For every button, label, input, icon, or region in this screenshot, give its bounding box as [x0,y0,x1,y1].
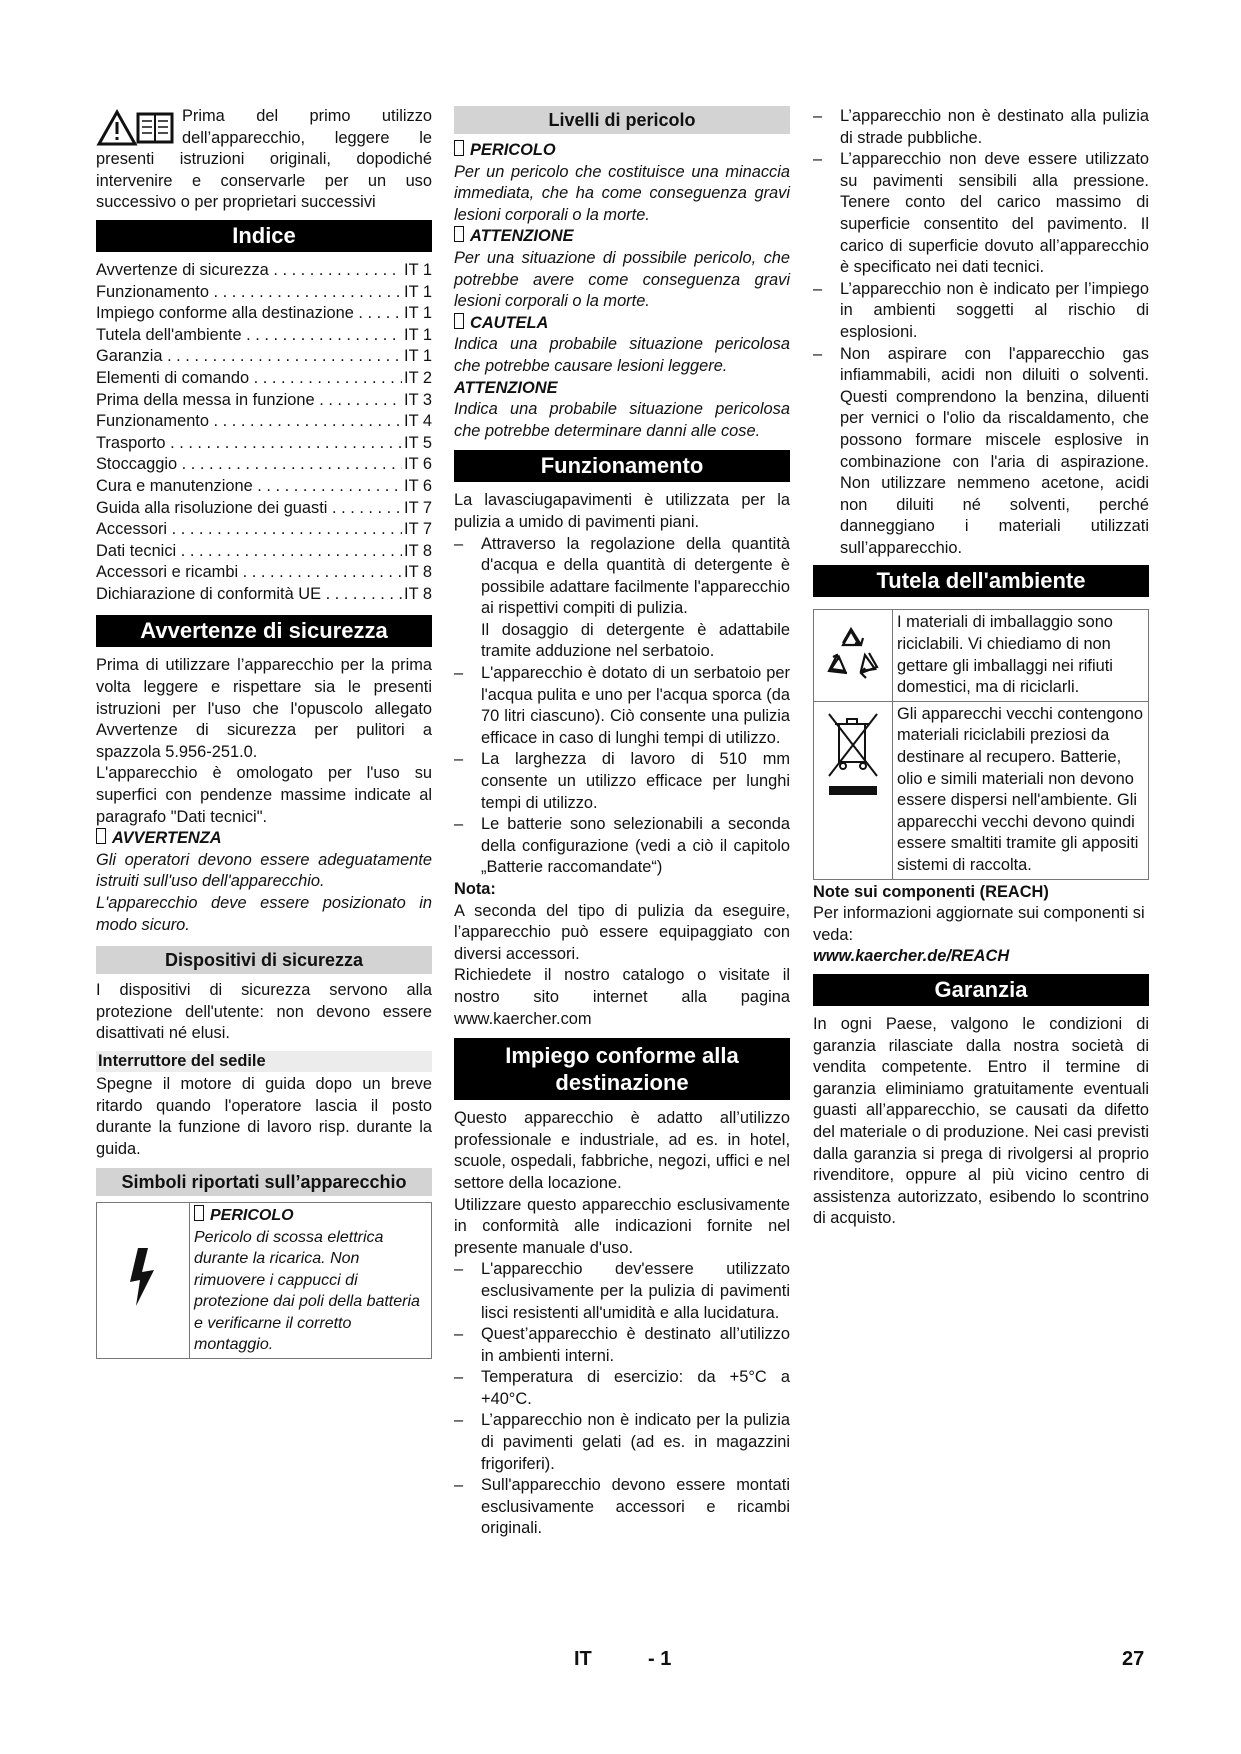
list-item: – L’apparecchio non è indicato per la pulizia di pavimenti gelati (ad es. in magazzini frigoriferi). [454,1410,790,1475]
environment-table [813,609,1149,879]
danger-level-text: Indica una probabile situazione pericolosa che potrebbe causare lesioni leggere. [454,335,790,375]
toc-row[interactable]: Trasporto . . . IT 5 [96,433,432,455]
list-item: – Temperatura di esercizio: da +5°C a +40°C. [454,1367,790,1410]
list-item: – L’apparecchio non è destinato alla pulizia di strade pubbliche. [813,106,1149,149]
symbol-cell [814,701,893,879]
toc-row[interactable]: Dichiarazione di conformità UE . . . IT 8 [96,584,432,606]
warning-text: L'apparecchio deve essere posizionato in modo sicuro. [96,894,432,934]
toc-row[interactable]: Dati tecnici . . . IT 8 [96,541,432,563]
danger-level-label: ATTENZIONE [454,226,790,248]
danger-level-label: ATTENZIONE [454,378,558,397]
toc-row[interactable]: Funzionamento . . . IT 1 [96,282,432,304]
intended-use-list-cont [813,106,1149,559]
toc-row[interactable]: Funzionamento . . . IT 4 [96,411,432,433]
intended-use-list [454,1259,790,1540]
danger-level-label: CAUTELA [454,313,790,335]
list-item: – Non aspirare con l'apparecchio gas infiammabili, acidi non diluiti o solventi. Questi comprendono la benzina, diluenti per vernici o l'olio da riscaldamento, che possono formare miscele esplosive in combinazione con l'aria di aspirazione. Non utilizzare nemmeno acetone, acidi non diluiti né solventi, perché danneggiano i materiali utilizzati sull’apparecchio. [813,344,1149,560]
danger-level-text: Indica una probabile situazione pericolosa che potrebbe determinare danni alle cose. [454,400,790,440]
toc-row[interactable]: Prima della messa in funzione . . . IT 3 [96,390,432,412]
list-item: – Quest’apparecchio è destinato all’utilizzo in ambienti interni. [454,1324,790,1367]
recycling-icon [821,623,885,681]
symbol-text-cell [190,1203,432,1359]
list-item: – La larghezza di lavoro di 510 mm consente un utilizzo efficace per lunghi tempi di utilizzo. [454,749,790,814]
seat-switch-heading: Interruttore del sedile [96,1051,432,1072]
note-text: Richiedete il nostro catalogo o visitate il nostro sito internet alla pagina www.kaercher.com [454,966,790,1028]
symbol-cell [814,610,893,701]
list-item: – Attraverso la regolazione della quantità d'acqua e della quantità di detergente è possibile adattare facilmente l'apparecchio ai rispettivi compiti di pulizia. Il dosaggio di detergente è adattabile tramite adduzione nel serbatoio. [454,534,790,664]
toc-row[interactable]: Accessori e ricambi . . . IT 8 [96,562,432,584]
intended-use-text: Questo apparecchio è adatto all’utilizzo professionale e industriale, ad es. in hotel, scuole, ospedali, fabbriche, negozi, uffici e nel settore della locazione. [454,1109,790,1192]
toc-row[interactable]: Stoccaggio . . . IT 6 [96,454,432,476]
disposal-text: Gli apparecchi vecchi contengono materiali riciclabili preziosi da destinare al recupero. Batterie, olio e simili materiali non devono essere dispersi nell'ambiente. Gli apparecchi vecchi devono quindi essere smaltiti tramite gli appositi sistemi di raccolta. [897,704,1144,874]
warning-manual-icon [96,108,176,148]
warning-sign-icon [454,313,464,329]
environment-heading: Tutela dell'ambiente [813,565,1149,597]
list-item: – L'apparecchio dev'essere utilizzato esclusivamente per la pulizia di pavimenti lisci resistenti all'umidità e alla lucidatura. [454,1259,790,1324]
danger-levels-heading: Livelli di pericolo [454,106,790,134]
symbol-cell [97,1203,190,1359]
warranty-text: In ogni Paese, valgono le condizioni di garanzia rilasciate dalla nostra società di vendita competente. Entro il termine di garanzia eliminiamo gratuitamente eventuali guasti all’apparecchio, se causati da difetto del materiale o di produzione. Nei casi previsti dalla garanzia si prega di rivolgersi al proprio rivenditore, oppure al più vicino centro di assistenza autorizzato, esibendo lo scontrino di acquisto. [813,1014,1149,1228]
footer-page-number: 27 [1122,1648,1145,1670]
intended-use-heading: Impiego conforme alla destinazione [454,1038,790,1100]
warning-sign-icon [454,226,464,242]
column-right [813,106,1149,1230]
toc-row[interactable]: Tutela dell'ambiente . . . IT 1 [96,325,432,347]
packaging-text: I materiali di imballaggio sono riciclabili. Vi chiediamo di non gettare gli imballaggi nei rifiuti domestici, ma di riciclarli. [897,613,1113,697]
reach-link[interactable]: www.kaercher.de/REACH [813,947,1010,966]
operation-heading: Funzionamento [454,450,790,482]
note-label: Nota: [454,880,496,898]
list-item: – Sull'apparecchio devono essere montati esclusivamente accessori e ricambi originali. [454,1475,790,1540]
warning-sign-icon [454,140,464,156]
footer-section-page: - 1 [648,1648,672,1670]
warranty-heading: Garanzia [813,974,1149,1006]
devices-heading: Dispositivi di sicurezza [96,946,432,974]
warning-sign-icon [96,828,106,844]
intended-use-text: Utilizzare questo apparecchio esclusivamente in conformità alle indicazioni fornite nel presente manuale d'uso. [454,1195,790,1257]
column-left [96,106,432,1359]
column-middle [454,106,790,1540]
environment-text-cell [893,610,1149,701]
index-heading: Indice [96,220,432,252]
danger-level-label: PERICOLO [454,140,790,162]
warning-sign-icon [194,1205,204,1221]
lightning-bolt-icon [126,1246,160,1308]
toc-row[interactable]: Accessori . . . IT 7 [96,519,432,541]
crossed-bin-icon [823,710,883,800]
operation-list [454,534,790,880]
seat-switch-text: Spegne il motore di guida dopo un breve ritardo quando l'operatore lascia il posto durante la funzione di lavoro risp. durante la guida. [96,1074,432,1158]
symbols-table [96,1202,432,1359]
toc-row[interactable]: Impiego conforme alla destinazione . . . IT 1 [96,303,432,325]
warning-text: Gli operatori devono essere adeguatamente istruiti sull'uso dell'apparecchio. [96,850,432,891]
safety-heading: Avvertenze di sicurezza [96,615,432,647]
reach-text: Per informazioni aggiornate sui componenti si veda: [813,904,1145,944]
index-list [96,260,432,606]
safety-text: L'apparecchio è omologato per l'uso su superfici con pendenze massime indicate al paragrafo "Dati tecnici". [96,764,432,826]
operation-text: La lavasciugapavimenti è utilizzata per la pulizia a umido di pavimenti piani. [454,491,790,531]
danger-label: PERICOLO [194,1205,427,1227]
toc-row[interactable]: Garanzia . . . IT 1 [96,346,432,368]
toc-row[interactable]: Guida alla risoluzione dei guasti . . . IT 7 [96,498,432,520]
danger-level-text: Per un pericolo che costituisce una minaccia immediata, che ha come conseguenza gravi lesioni corporali o la morte. [454,162,790,224]
footer-language: IT [574,1648,592,1670]
toc-row[interactable]: Avvertenze di sicurezza . . . IT 1 [96,260,432,282]
toc-row[interactable]: Cura e manutenzione . . . IT 6 [96,476,432,498]
intro-text: Prima del primo utilizzo dell’apparecchio, leggere le presenti istruzioni originali, dopodiché intervenire e conservarle per un uso successivo o per proprietari successivi [96,107,432,212]
danger-text: Pericolo di scossa elettrica durante la ricarica. Non rimuovere i cappucci di protezione dai poli della batteria e verificarne il corretto montaggio. [194,1228,420,1354]
list-item: – Le batterie sono selezionabili a seconda della configurazione (vedi a ciò il capitolo „Batterie raccomandate“) [454,814,790,879]
environment-text-cell [893,701,1149,879]
list-item: – L’apparecchio non deve essere utilizzato su pavimenti sensibili alla pressione. Tenere conto del carico massimo di superficie consentito del pavimento. Il carico di superficie dovuto all’apparecchio è specificato nei dati tecnici. [813,149,1149,279]
reach-label: Note sui componenti (REACH) [813,882,1049,901]
list-item: – L'apparecchio è dotato di un serbatoio per l'acqua pulita e uno per l'acqua sporca (da 70 litri ciascuno). Ciò consente una pulizia efficace in caso di lunghi tempi di utilizzo. [454,663,790,749]
danger-level-text: Per una situazione di possibile pericolo, che potrebbe avere come conseguenza gravi lesioni corporali o la morte. [454,248,790,311]
safety-text: Prima di utilizzare l’apparecchio per la prima volta leggere e rispettare sia le presenti istruzioni per l'uso che l'opuscolo allegato Avvertenze di sicurezza per pulitori a spazzola 5.956-251.0. [96,656,432,761]
toc-row[interactable]: Elementi di comando . . . IT 2 [96,368,432,390]
list-item: – L’apparecchio non è indicato per l’impiego in ambienti soggetti al rischio di esplosioni. [813,279,1149,344]
symbols-heading: Simboli riportati sull’apparecchio [96,1168,432,1196]
note-text: A seconda del tipo di pulizia da eseguire, l’apparecchio può essere equipaggiato con diversi accessori. [454,901,790,963]
devices-text: I dispositivi di sicurezza servono alla protezione dell'utente: non devono essere disattivati né elusi. [96,981,432,1043]
warning-label: AVVERTENZA [96,828,432,850]
